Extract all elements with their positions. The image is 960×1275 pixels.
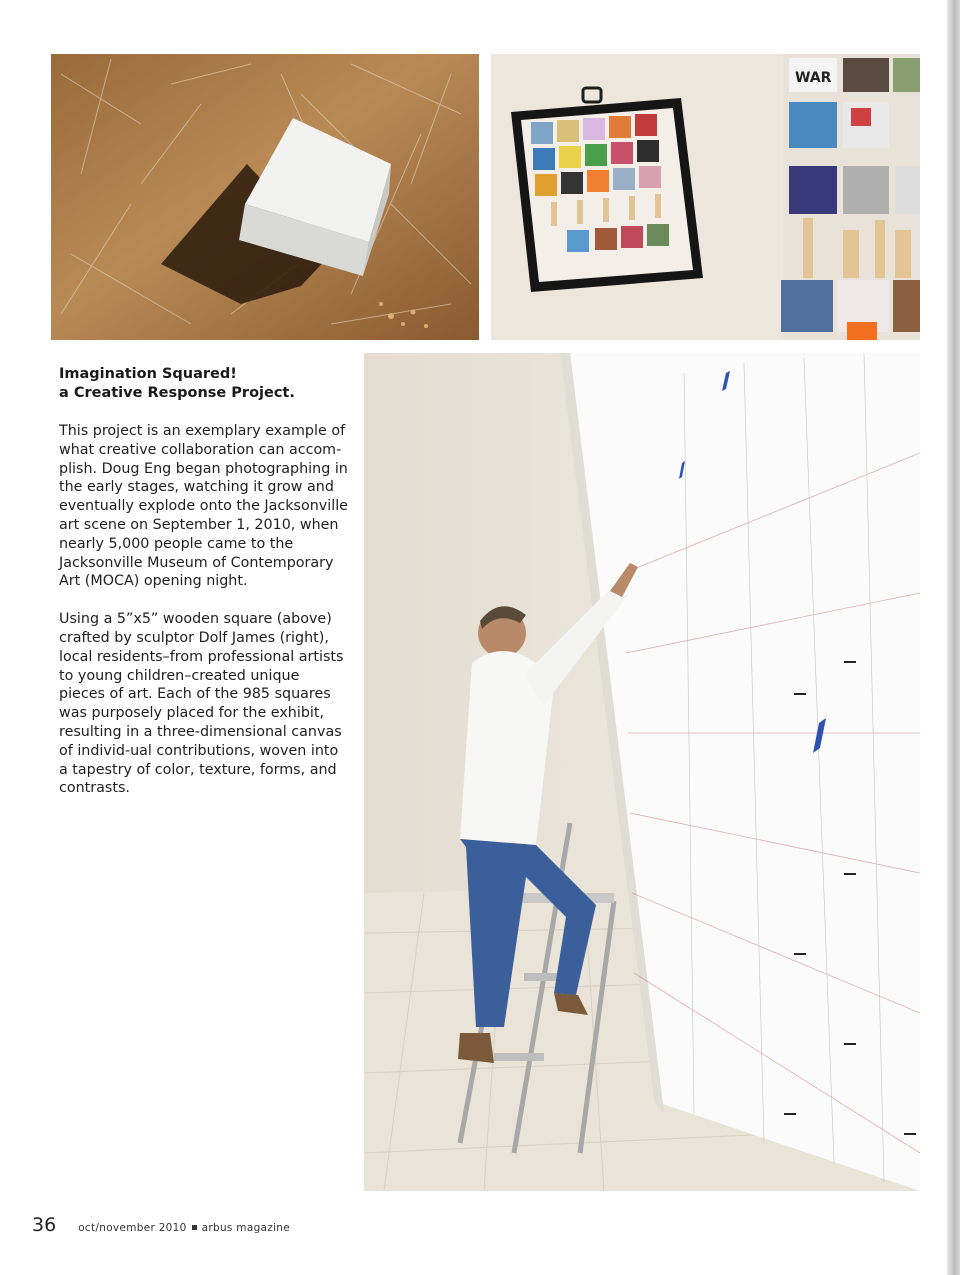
- page-spine: [947, 0, 960, 1275]
- article-headline: [59, 365, 349, 403]
- sculptor-image: [364, 353, 920, 1191]
- framed-squares-image: [491, 54, 920, 340]
- issue-date: oct/november 2010: [78, 1222, 187, 1234]
- separator-bullet: [192, 1225, 197, 1230]
- wooden-square-image: [51, 54, 479, 340]
- photo-wooden-square: [51, 54, 479, 340]
- article-paragraph-1: This project is an exemplary example of what creative collaboration can accom-plish. Doug Eng began photographing in the early stages, watching it grow and eventually explode onto the Jacksonville art scene on September 1, 2010, when nearly 5,000 people came to the Jacksonville Museum of Contemporary Art (MOCA) opening night.: [59, 423, 348, 590]
- article: [59, 365, 349, 798]
- page-footer: [32, 1214, 290, 1238]
- headline-line-1: Imagination Squared!: [59, 366, 237, 382]
- issue-info: [78, 1222, 290, 1234]
- war-sign: WAR: [795, 70, 832, 86]
- photo-sculptor-on-ladder: [364, 353, 920, 1191]
- page-number: 36: [32, 1214, 57, 1236]
- magazine-name: arbus magazine: [201, 1222, 291, 1234]
- headline-line-2: a Creative Response Project.: [59, 385, 295, 401]
- article-paragraph-2: Using a 5”x5” wooden square (above) crafted by sculptor Dolf James (right), local residents–from professional artists to young children–created unique pieces of art. Each of the 985 squares was purposely placed for the exhibit, resulting in a three-dimensional canvas of individ-ual contributions, woven into a tapestry of color, texture, forms, and contrasts.: [59, 611, 344, 797]
- photo-framed-squares: [491, 54, 920, 340]
